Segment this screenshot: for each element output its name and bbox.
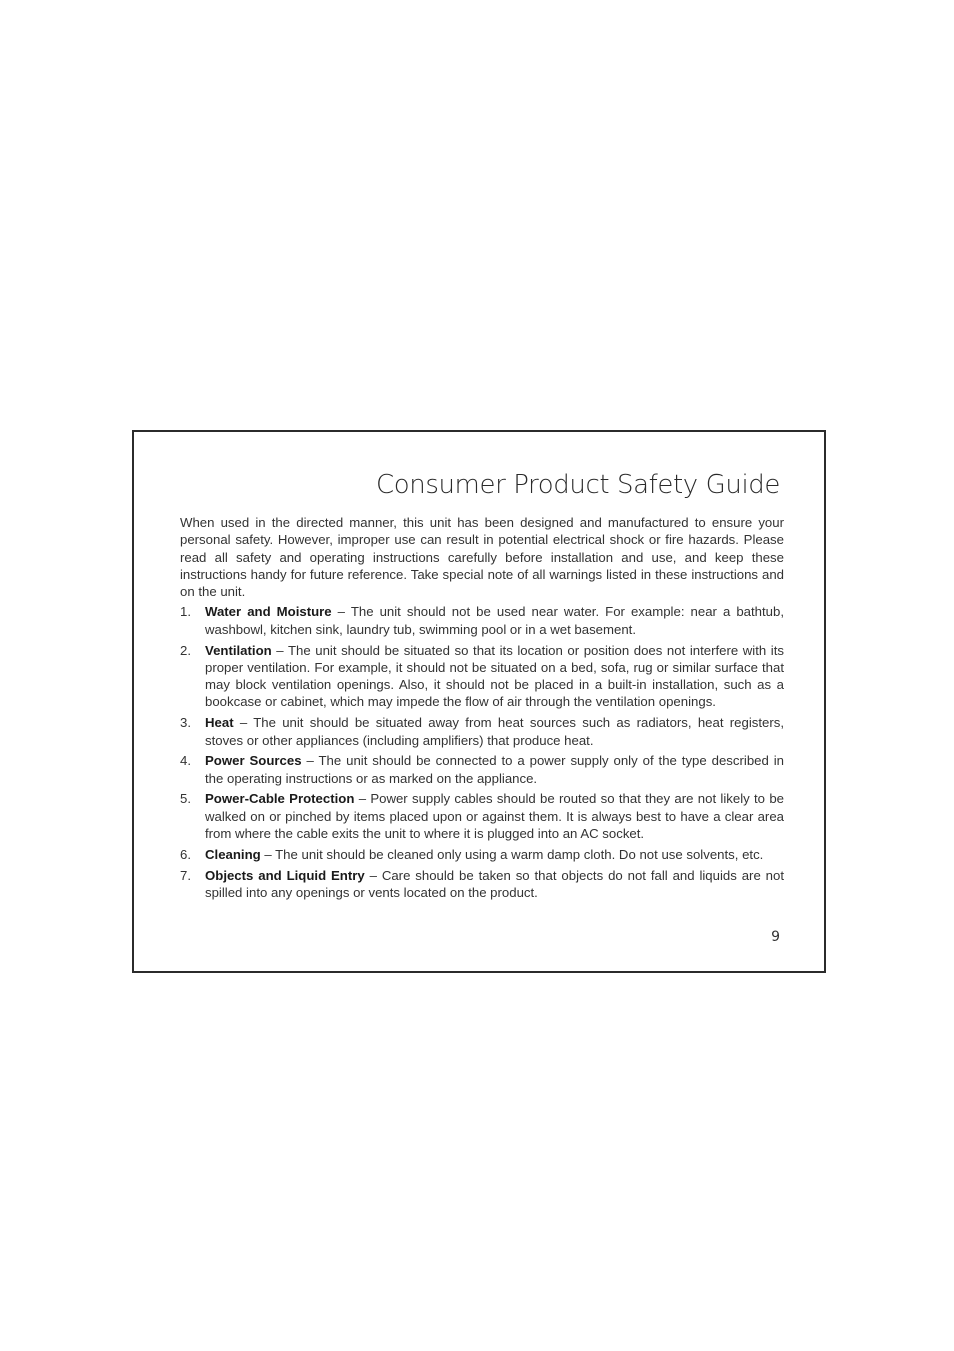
item-number: 6. [180,846,191,862]
list-item [180,714,784,749]
page-content [180,514,784,905]
list-item [180,752,784,787]
item-text: – The unit should be situated away from heat sources such as radiators, heat registers, stoves or other appliances (including amplifiers) that produce heat. [205,715,784,748]
item-term: Objects and Liquid Entry [205,867,365,883]
item-number: 1. [180,604,191,620]
page-frame [132,430,826,973]
item-term: Power Sources [205,753,302,769]
item-text: – Care should be taken so that objects do not fall and liquids are not spilled into any openings or vents located on the product. [205,867,784,900]
item-number: 2. [180,642,191,658]
item-term: Ventilation [205,642,272,658]
list-item [180,867,784,902]
page-title: Consumer Product Safety Guide [375,470,780,500]
item-term: Power-Cable Protection [205,791,355,807]
list-item [180,846,784,863]
list-item [180,790,784,842]
item-text: – The unit should be cleaned only using a warm damp cloth. Do not use solvents, etc. [260,846,764,862]
item-term: Cleaning [205,846,261,862]
item-text: – The unit should be connected to a power supply only of the type described in the operating instructions or as marked on the appliance. [205,753,785,786]
intro-paragraph: When used in the directed manner, this unit has been designed and manufactured to ensure your personal safety. However, improper use can result in potential electrical shock or fire hazards. Please read all safety and operating instructions carefully before installation and use, and keep these instructions handy for future reference. Take special note of all warnings listed in these instructions and on the unit. [180,515,784,600]
item-number: 4. [180,753,191,769]
item-number: 3. [180,715,191,731]
item-text: – The unit should be situated so that its location or position does not interfere with its proper ventilation. For example, it should not be situated on a bed, sofa, rug or similar surface that may block ventilation openings. Also, it should not be placed in a built-in installation, such as a bookcase or cabinet, which may impede the flow of air through the ventilation openings. [205,642,784,710]
item-number: 7. [180,867,191,883]
list-item [180,642,784,711]
item-number: 5. [180,791,191,807]
safety-list [180,603,784,901]
item-text: – The unit should not be used near water. For example: near a bathtub, washbowl, kitchen sink, laundry tub, swimming pool or in a wet basement. [205,604,784,637]
item-text: – Power supply cables should be routed so that they are not likely to be walked on or pinched by items placed upon or against them. It is always best to have a clear area from where the cable exits the unit to where it is plugged into an AC socket. [205,791,784,842]
item-term: Water and Moisture [205,604,332,620]
item-term: Heat [205,715,234,731]
list-item [180,603,784,638]
page-number: 9 [771,929,780,945]
